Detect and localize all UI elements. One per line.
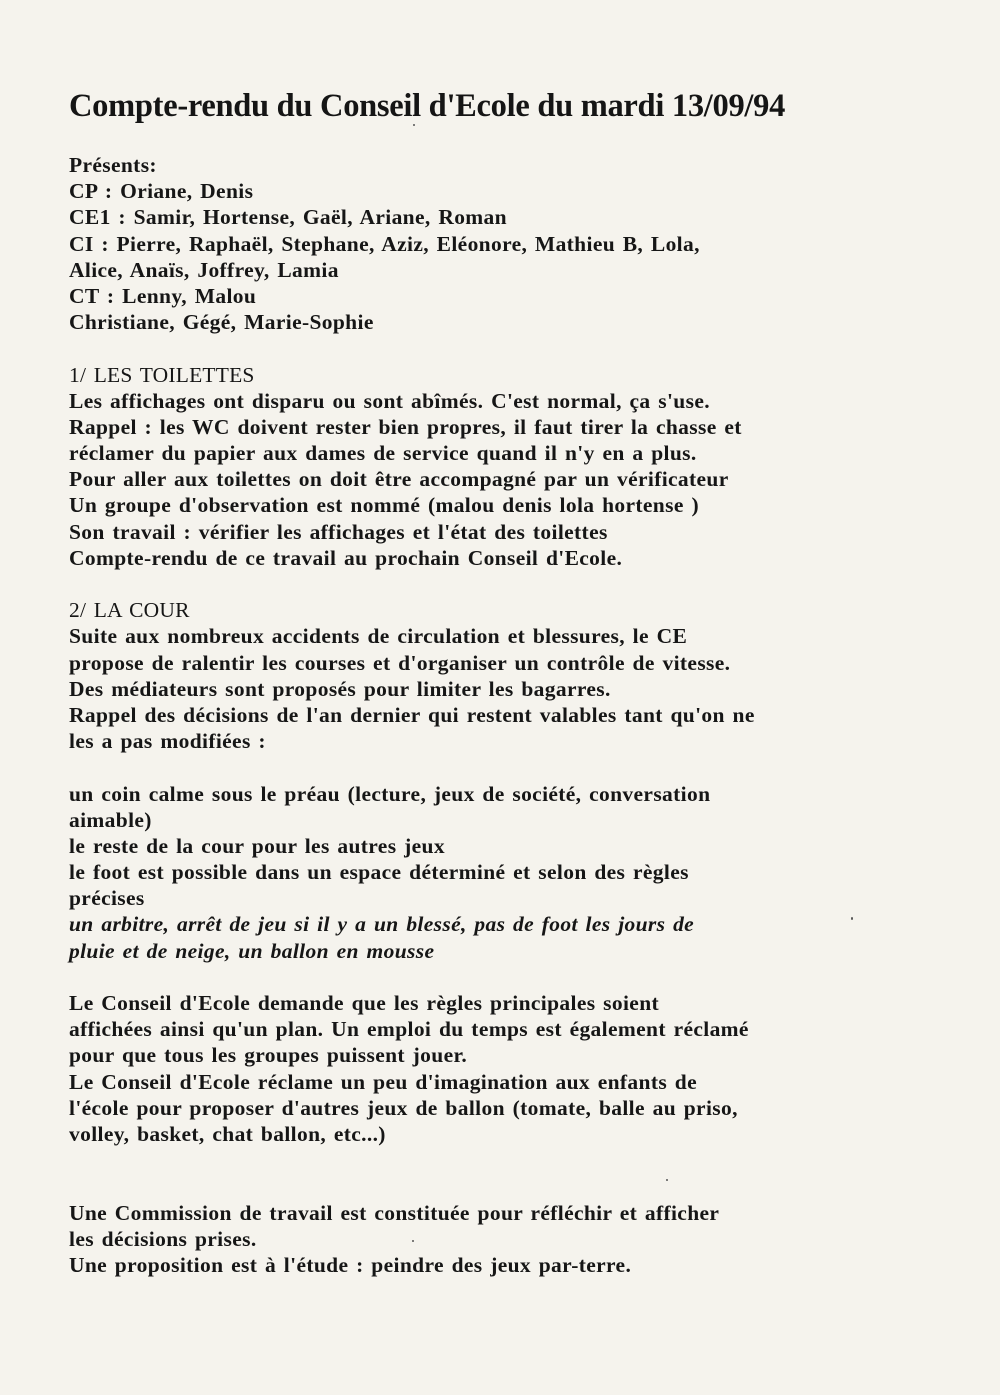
foot-rule-italic-line: un arbitre, arrêt de jeu si il y a un blessé, pas de foot les jours de	[69, 912, 695, 937]
scan-speck	[412, 1240, 414, 1242]
section-heading: 1/ LES TOILETTES	[69, 362, 255, 387]
presents-line: Alice, Anaïs, Joffrey, Lamia	[69, 257, 339, 282]
section-heading: 2/ LA COUR	[69, 598, 190, 623]
presents-line: CP : Oriane, Denis	[69, 179, 254, 204]
paragraph-gap	[69, 571, 969, 597]
paragraph-gap	[69, 754, 969, 780]
conseil-line: pour que tous les groupes puissent jouer.	[69, 1043, 468, 1068]
presents-heading: Présents:	[69, 153, 157, 177]
scan-speck	[666, 1179, 668, 1181]
section-toilettes	[69, 362, 969, 572]
rule-line: un coin calme sous le préau (lecture, jeux de société, conversation	[69, 781, 711, 806]
presents-line: CT : Lenny, Malou	[69, 283, 257, 308]
scan-speck	[413, 124, 415, 126]
conseil-line: affichées ainsi qu'un plan. Un emploi du temps est également réclamé	[69, 1017, 749, 1042]
section-line: Son travail : vérifier les affichages et l'état des toilettes	[69, 519, 608, 544]
section-line: Compte-rendu de ce travail au prochain Conseil d'Ecole.	[69, 545, 623, 570]
presents-line: Christiane, Gégé, Marie-Sophie	[69, 310, 374, 335]
paragraph-gap	[69, 335, 969, 361]
section-line: Rappel des décisions de l'an dernier qui restent valables tant qu'on ne	[69, 702, 755, 727]
commission-line: Une proposition est à l'étude : peindre des jeux par-terre.	[69, 1252, 632, 1277]
rule-line: aimable)	[69, 807, 152, 832]
commission-line: Une Commission de travail est constituée pour réfléchir et afficher	[69, 1200, 720, 1225]
document-body	[69, 152, 969, 1278]
document-title: Compte-rendu du Conseil d'Ecole du mardi 13/09/94	[69, 88, 786, 124]
conseil-line: volley, basket, chat ballon, etc...)	[69, 1121, 386, 1146]
section-line: Un groupe d'observation est nommé (malou denis lola hortense )	[69, 493, 699, 518]
paragraph-gap	[69, 1147, 969, 1199]
conseil-line: Le Conseil d'Ecole demande que les règles principales soient	[69, 991, 660, 1015]
rule-line: le reste de la cour pour les autres jeux	[69, 833, 445, 858]
section-cour	[69, 597, 969, 1278]
section-line: réclamer du papier aux dames de service quand il n'y en a plus.	[69, 441, 697, 466]
rule-line: précises	[69, 886, 145, 911]
section-line: les a pas modifiées :	[69, 729, 266, 754]
section-line: Pour aller aux toilettes on doit être accompagné par un vérificateur	[69, 467, 729, 492]
conseil-line: l'école pour proposer d'autres jeux de ballon (tomate, balle au priso,	[69, 1095, 738, 1120]
presents-block	[69, 152, 969, 335]
scan-speck	[851, 917, 853, 920]
commission-line: les décisions prises.	[69, 1226, 257, 1251]
foot-rule-italic-line: pluie et de neige, un ballon en mousse	[69, 938, 435, 963]
paragraph-gap	[69, 964, 969, 990]
presents-line: CI : Pierre, Raphaël, Stephane, Aziz, Eléonore, Mathieu B, Lola,	[69, 231, 700, 256]
section-line: Les affichages ont disparu ou sont abîmés. C'est normal, ça s'use.	[69, 388, 710, 413]
section-line: Rappel : les WC doivent rester bien propres, il faut tirer la chasse et	[69, 414, 742, 439]
presents-line: CE1 : Samir, Hortense, Gaël, Ariane, Roman	[69, 205, 507, 230]
rule-line: le foot est possible dans un espace déterminé et selon des règles	[69, 860, 689, 885]
section-line: Des médiateurs sont proposés pour limiter les bagarres.	[69, 676, 611, 701]
conseil-line: Le Conseil d'Ecole réclame un peu d'imagination aux enfants de	[69, 1069, 697, 1094]
section-line: propose de ralentir les courses et d'organiser un contrôle de vitesse.	[69, 650, 731, 675]
section-line: Suite aux nombreux accidents de circulation et blessures, le CE	[69, 624, 688, 649]
